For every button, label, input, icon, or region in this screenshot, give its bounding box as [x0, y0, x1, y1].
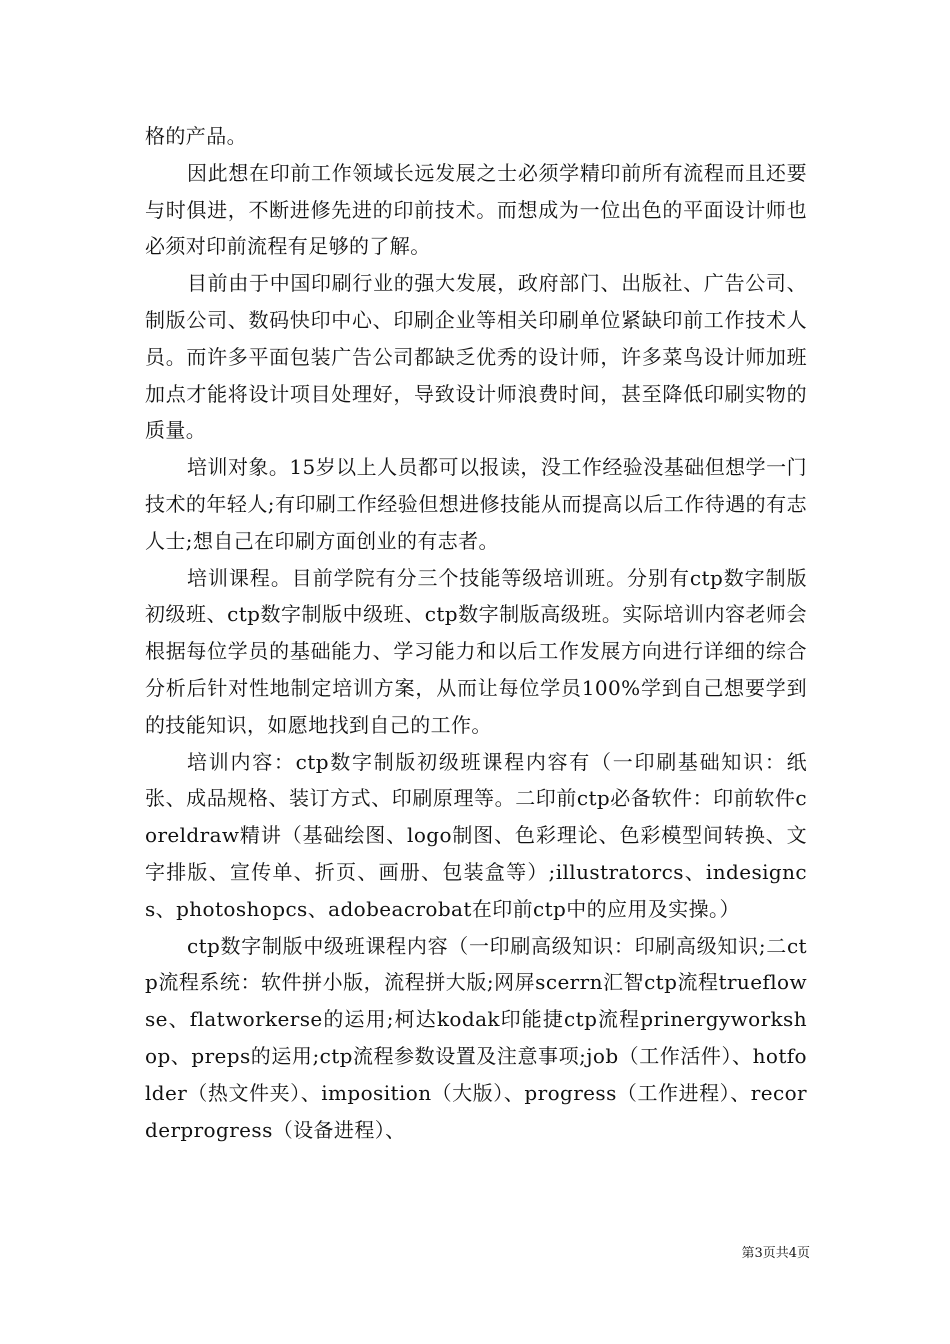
- paragraph-1: 格的产品。: [145, 124, 247, 148]
- document-body: [145, 118, 807, 1148]
- paragraph-6: 培训内容：ctp数字制版初级班课程内容有（一印刷基础知识：纸张、成品规格、装订方式、印刷原理等。二印前ctp必备软件：印前软件coreldraw精讲（基础绘图、logo制图、色彩理论、色彩模型间转换、文字排版、宣传单、折页、画册、包装盒等）;illustratorcs、indesigncs、photoshopcs、adobeacrobat在印前ctp中的应用及实操。）: [145, 749, 807, 921]
- paragraph-4: 培训对象。15岁以上人员都可以报读，没工作经验没基础但想学一门技术的年轻人;有印刷工作经验但想进修技能从而提高以后工作待遇的有志人士;想自己在印刷方面创业的有志者。: [145, 455, 807, 553]
- paragraph-3: 目前由于中国印刷行业的强大发展，政府部门、出版社、广告公司、制版公司、数码快印中心、印刷企业等相关印刷单位紧缺印前工作技术人员。而许多平面包装广告公司都缺乏优秀的设计师，许多菜鸟设计师加班加点才能将设计项目处理好，导致设计师浪费时间，甚至降低印刷实物的质量。: [145, 271, 807, 443]
- page-number-footer: 第3页共4页: [741, 1246, 810, 1261]
- paragraph-2: 因此想在印前工作领域长远发展之士必须学精印前所有流程而且还要与时俱进，不断进修先进的印前技术。而想成为一位出色的平面设计师也必须对印前流程有足够的了解。: [145, 160, 807, 259]
- paragraph-5: 培训课程。目前学院有分三个技能等级培训班。分别有ctp数字制版初级班、ctp数字制版中级班、ctp数字制版高级班。实际培训内容老师会根据每位学员的基础能力、学习能力和以后工作发展方向进行详细的综合分析后针对性地制定培训方案，从而让每位学员100%学到自己想要学到的技能知识，如愿地找到自己的工作。: [145, 565, 807, 737]
- paragraph-7: ctp数字制版中级班课程内容（一印刷高级知识：印刷高级知识;二ctp流程系统：软件拼小版，流程拼大版;网屏scerrn汇智ctp流程trueflowse、flatworkerse的运用;柯达kodak印能捷ctp流程prinergyworkshop、preps的运用;ctp流程参数设置及注意事项;job（工作活件）、hotfolder（热文件夹）、imposition（大版）、progress（工作进程）、recorderprogress（设备进程）、: [145, 933, 807, 1142]
